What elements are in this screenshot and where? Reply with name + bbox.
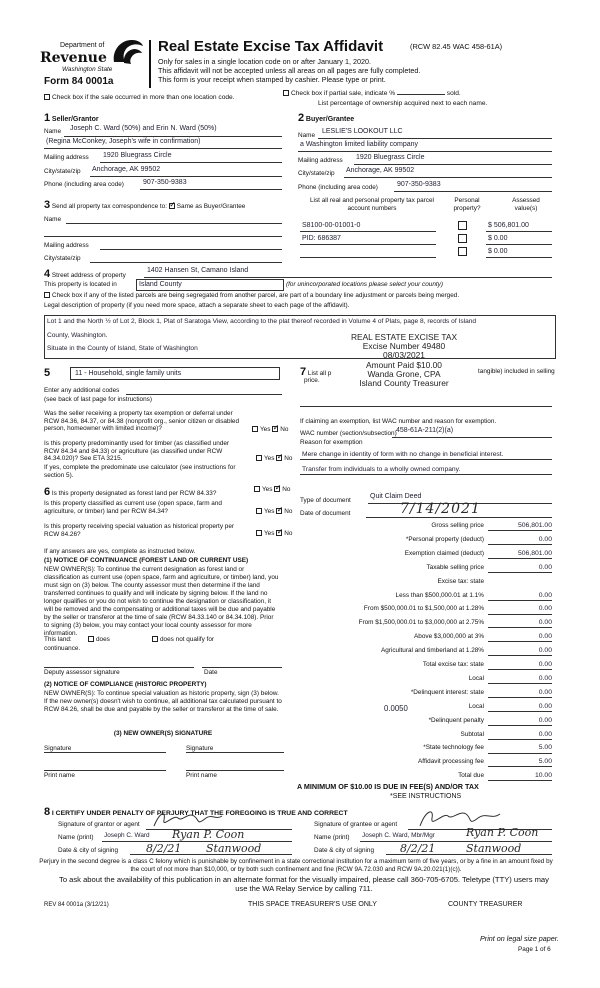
street-label: Street address of property	[51, 272, 126, 279]
forest-question-text: Is this property designated as forest land per RCW 84.33?	[51, 490, 217, 497]
tax-row-label: Affidavit processing fee	[418, 758, 484, 766]
tax-row-label: Excise tax: state	[437, 577, 484, 585]
does-label: does	[96, 636, 110, 643]
multi-location-label: Check box if the sale occurred in more than one location code.	[52, 94, 235, 101]
same-as-buyer-label: Same as Buyer/Grantee	[176, 203, 246, 210]
buyer-phone-label: Phone (including area code)	[298, 184, 378, 191]
no-checkbox[interactable]	[276, 530, 282, 536]
tax-row-label: Less than $500,000.01 at 1.1%	[395, 591, 484, 599]
header-line3: This form is your receipt when stamped by cashier. Please type or print.	[158, 75, 386, 84]
historic-question: Is this property receiving special valuation as historical property per RCW 84.26?	[44, 523, 235, 538]
buyer-name-2[interactable]: a Washington limited liability company	[300, 141, 419, 148]
tax-row-label: *Delinquent interest: state	[410, 688, 484, 696]
notice-2-text: NEW OWNER(S): To continue special valuation as historic property, sign (3) below. If the new owner(s) doesn't wish to continue, all additional tax calculated pursuant to RCW 84.26, shall be due and payable by the seller or transferor at the time of sale.	[44, 690, 282, 714]
section-7-number: 7	[300, 366, 307, 378]
tax-row-label: From $1,500,000.01 to $3,000,000 at 2.75%	[358, 619, 484, 627]
assessed-value-2[interactable]: $ 0.00	[488, 235, 508, 242]
yes-checkbox[interactable]	[256, 508, 262, 514]
seller-mailing[interactable]: 1920 Bluegrass Circle	[103, 152, 172, 159]
tax-row	[300, 689, 552, 700]
yes-checkbox[interactable]	[256, 530, 262, 536]
checkbox[interactable]	[44, 94, 50, 100]
does-not-check[interactable]	[152, 636, 214, 644]
tax-row-label: Above $3,000,000 at 3%	[414, 633, 484, 641]
seller-heading	[44, 112, 99, 125]
tax-row-value[interactable]: 0.00	[488, 605, 552, 614]
checkbox[interactable]	[152, 636, 158, 642]
stamp-line-2: Excise Number 49480	[362, 341, 446, 352]
grantor-name-handwritten[interactable]: Ryan P. Coon	[172, 828, 245, 841]
new-owner-print-label-1: Print name	[44, 772, 75, 779]
forest-question	[44, 486, 216, 499]
county-select[interactable]: Island County	[136, 279, 284, 291]
no-label: No	[280, 426, 289, 433]
section-5-number: 5	[44, 367, 51, 379]
grantor-date[interactable]: 8/2/21	[146, 842, 182, 855]
tax-row-value[interactable]: 0.00	[488, 564, 552, 573]
does-not-label: does not qualify for	[160, 636, 214, 643]
timber-if-yes: If yes, complete the predominate use calculator (see instructions for section 5).	[44, 464, 236, 479]
section-7-text-b: price.	[304, 377, 320, 384]
rcw-ref: (RCW 82.45 WAC 458-61A)	[410, 42, 503, 51]
doc-date-label: Date of document	[300, 510, 351, 517]
buyer-name[interactable]: LESLIE'S LOOKOUT LLC	[322, 128, 403, 135]
form-title: Real Estate Excise Tax Affidavit	[158, 38, 384, 55]
correspondence-heading	[44, 199, 245, 212]
tax-row	[300, 661, 552, 672]
alternate-format-notice: To ask about the availability of this publication in an alternate format for the visually impaired, please call 360-705-6705. Teletype (TTY) users may use the WA Relay Service by calling 711.	[59, 875, 549, 893]
buyer-heading	[298, 112, 354, 125]
tax-row	[300, 619, 552, 630]
tax-row-label: Exemption claimed (deduct)	[404, 549, 484, 557]
seller-name-2[interactable]: (Regina McConkey, Joseph's wife in confirmation)	[46, 138, 201, 145]
seller-phone[interactable]: 907-350-9383	[143, 179, 187, 186]
this-land-label: This land:	[44, 636, 72, 643]
grantee-city[interactable]: Stanwood	[466, 842, 522, 855]
buyer-mailing[interactable]: 1920 Bluegrass Circle	[356, 154, 425, 161]
current-use-yesno[interactable]	[256, 508, 292, 516]
seller-phone-label: Phone (including area code)	[44, 181, 124, 188]
section-7-text-a: List all p	[307, 370, 332, 377]
partial-sale-note: List percentage of ownership acquired next to each name.	[318, 100, 488, 107]
section-2-number: 2	[298, 112, 305, 124]
personal-property-checkbox-3[interactable]	[458, 247, 467, 259]
tax-row-value[interactable]: 506,801.00	[488, 522, 552, 531]
grantee-name-label: Name (print)	[314, 834, 350, 841]
header-line1: Only for sales in a single location code on or after January 1, 2020.	[158, 57, 371, 66]
tax-row	[300, 647, 552, 658]
tax-row-label: Local	[468, 702, 484, 710]
no-checkbox[interactable]	[272, 426, 278, 432]
dept-name: Revenue	[40, 50, 107, 66]
dor-logo	[110, 37, 144, 70]
doc-type-label: Type of document	[300, 497, 351, 504]
stamp-line-6: Island County Treasurer	[359, 378, 449, 389]
personal-property-checkbox-2[interactable]	[458, 234, 467, 246]
doc-type[interactable]: Quit Claim Deed	[370, 493, 422, 500]
wac-number[interactable]: 458-61A-211(2)(a)	[396, 427, 454, 434]
notice-3-title: (3) NEW OWNER(S) SIGNATURE	[113, 730, 213, 737]
segregated-check[interactable]	[44, 292, 459, 300]
legal-line-3: Situate in the County of Island, State of Washington	[47, 345, 198, 352]
street-address[interactable]: 1402 Hansen St, Camano Island	[147, 267, 249, 274]
tax-row-value[interactable]: 0.00	[488, 536, 552, 545]
tax-row-label: *Personal property (deduct)	[405, 535, 484, 543]
tax-row-value[interactable]: 0.00	[488, 592, 552, 601]
page-number: Page 1 of 6	[518, 946, 551, 953]
tax-row-value[interactable]: 0.00	[488, 661, 552, 670]
partial-sale-sold: sold.	[446, 90, 461, 97]
yes-checkbox[interactable]	[252, 426, 258, 432]
correspondence-text: Send all property tax correspondence to:	[51, 203, 168, 210]
legal-label: Legal description of property (if you need more space, attach a separate sheet to each page of the affidavit).	[44, 302, 350, 309]
no-label: No	[284, 455, 293, 462]
doc-date[interactable]: 7/14/2021	[400, 501, 481, 517]
tax-row-value[interactable]: 506,801.00	[488, 550, 552, 559]
grantee-signature-label: Signature of grantee or agent	[314, 821, 398, 828]
tax-row-value[interactable]: 0.00	[488, 731, 552, 740]
parcel-col-3: Assessed value(s)	[512, 197, 540, 212]
grantor-name-label: Name (print)	[58, 834, 94, 841]
seller-name[interactable]: Joseph C. Ward (50%) and Erin N. Ward (50%)	[70, 125, 217, 132]
tax-row	[300, 744, 552, 755]
tax-row	[300, 703, 552, 714]
header-line2: This affidavit will not be accepted unless all areas on all pages are fully completed.	[158, 66, 421, 75]
new-owner-print-label-2: Print name	[186, 772, 217, 779]
revision: REV 84 0001a (3/12/21)	[44, 902, 109, 908]
current-use-question: Is this property classified as current use (open space, farm and agriculture, or timber) land per RCW 84.34?	[44, 500, 222, 515]
tax-row-label: *Delinquent penalty	[428, 716, 484, 724]
section-1-number: 1	[44, 112, 51, 124]
parcel-number-1[interactable]: S8100-00-01001-0	[302, 222, 361, 229]
section-3-number: 3	[44, 199, 51, 211]
tax-row	[300, 550, 552, 561]
partial-sale-check[interactable]	[283, 90, 461, 98]
tax-row-label: Taxable selling price	[426, 563, 484, 571]
legal-paper-note: Print on legal size paper.	[480, 934, 559, 943]
tax-row-value[interactable]: 0.00	[488, 689, 552, 698]
deputy-date-label: Date	[204, 669, 218, 676]
tax-row-value[interactable]: 5.00	[488, 758, 552, 767]
reason-label: Reason for exemption	[300, 439, 363, 446]
tax-row-value[interactable]: 0.00	[488, 703, 552, 712]
timber-yesno[interactable]	[256, 455, 292, 463]
buyer-title: Buyer/Grantee	[305, 116, 355, 123]
no-label: No	[284, 508, 293, 515]
tax-row	[300, 731, 552, 742]
tax-row-label: Local	[468, 674, 484, 682]
yes-checkbox[interactable]	[254, 486, 260, 492]
same-as-buyer-checkbox[interactable]	[169, 203, 175, 209]
header-divider	[149, 40, 151, 88]
county-treasurer: COUNTY TREASURER	[448, 901, 523, 908]
does-check[interactable]	[88, 636, 110, 644]
grantee-name[interactable]: Joseph C. Ward, Mbr/Mgr	[362, 832, 435, 839]
seller-city[interactable]: Anchorage, AK 99502	[92, 166, 161, 173]
form-number: Form 84 0001a	[44, 76, 114, 87]
legal-line-2: County, Washington.	[47, 332, 108, 339]
multi-location-check[interactable]	[44, 94, 235, 102]
tax-row-value[interactable]: 0.00	[488, 647, 552, 656]
tax-row-label: Subtotal	[460, 730, 484, 738]
parcel-number-2[interactable]: PID: 686387	[302, 235, 341, 242]
segregated-label: Check box if any of the listed parcels are being segregated from another parcel, are part of a boundary line adjustment or parcels being merged.	[52, 292, 460, 299]
no-checkbox[interactable]	[276, 455, 282, 461]
tax-row-label: Gross selling price	[431, 522, 484, 529]
tax-row-label: Agricultural and timberland at 1.28%	[380, 647, 484, 655]
unincorporated-note: (for unincorporated locations please select your county)	[286, 281, 444, 288]
parcel-col-1: List all real and personal property tax parcel account numbers	[310, 197, 434, 212]
yes-label: Yes	[260, 426, 271, 433]
street-heading	[44, 268, 126, 281]
tax-row	[300, 536, 552, 547]
reason-line-2[interactable]: Transfer from individuals to a wholly owned company.	[302, 466, 461, 473]
reason-line-1[interactable]: Mere change in identity of form with no change in beneficial interest.	[302, 451, 504, 458]
no-checkbox[interactable]	[276, 508, 282, 514]
treasurer-use-only: THIS SPACE TREASURER'S USE ONLY	[248, 901, 377, 908]
see-instructions: *SEE INSTRUCTIONS	[390, 793, 462, 800]
tax-row	[300, 675, 552, 686]
buyer-city[interactable]: Anchorage, AK 99502	[346, 167, 415, 174]
legal-line-1: Lot 1 and the North ½ of Lot 2, Block 1, Plat of Saratoga View, according to the plat thereof recorded in Volume 4 of Plats, page 8, records of Island	[47, 318, 477, 325]
stamp-line-4: Amount Paid $10.00	[366, 359, 442, 370]
yes-checkbox[interactable]	[256, 455, 262, 461]
buyer-name-label: Name	[298, 132, 316, 139]
treasurer-stamp	[334, 333, 474, 388]
parcel-col-2: Personal property?	[453, 197, 481, 212]
exemption-question: Was the seller receiving a property tax exemption or deferral under RCW 84.36, 84.37, or 84.38 (nonprofit org., senior citizen or disabled person, homeowner with limited income)?	[44, 410, 240, 433]
buyer-phone[interactable]: 907-350-9383	[397, 181, 441, 188]
yes-label: Yes	[262, 486, 273, 493]
no-label: No	[282, 486, 291, 493]
section-6-number: 6	[44, 486, 51, 498]
grantee-date-city-label: Date & city of signing	[314, 847, 375, 854]
forest-yesno[interactable]	[254, 486, 290, 494]
minimum-due: A MINIMUM OF $10.00 IS DUE IN FEE(S) AND/OR TAX	[297, 782, 479, 791]
section-7-text-c: tangible) included in selling	[478, 368, 555, 375]
tax-row-label: Total due	[458, 772, 484, 780]
certify-text: I CERTIFY UNDER PENALTY OF PERJURY THAT THE FOREGOING IS TRUE AND CORRECT	[51, 810, 348, 817]
deputy-signature-label: Deputy assessor signature	[44, 669, 120, 676]
buyer-mailing-label: Mailing address	[298, 157, 343, 164]
stamp-line-1: REAL ESTATE EXCISE TAX	[334, 333, 474, 342]
perjury-notice: Perjury in the second degree is a class C felony which is punishable by confinement in a state correctional institution for a maximum term of five years, or by a fine in an amount fixed by the court of not more than $10,000, or by both such confinement and fine (RCW 9A.72.030 and RCW 9A.20.021(1)(c)).	[39, 858, 553, 873]
new-owner-signature-label-2: Signature	[186, 745, 214, 752]
checkbox[interactable]	[88, 636, 94, 642]
notice-2-title: (2) NOTICE OF COMPLIANCE (HISTORIC PROPERTY)	[44, 681, 207, 688]
partial-sale-label: Check box if partial sale, indicate %	[291, 90, 396, 97]
notice-1-title: (1) NOTICE OF CONTINUANCE (FOREST LAND OR CURRENT USE)	[44, 557, 249, 564]
tax-row	[300, 592, 552, 603]
grantor-signature-label: Signature of grantor or agent	[58, 821, 140, 828]
legal-description-box[interactable]	[44, 315, 556, 359]
personal-property-checkbox-1[interactable]	[458, 221, 467, 233]
no-checkbox[interactable]	[274, 486, 280, 492]
located-label: This property is located in	[44, 281, 117, 288]
grantor-date-city-label: Date & city of signing	[58, 847, 119, 854]
tax-row-label: Total excise tax: state	[422, 661, 484, 668]
corr-mailing-label: Mailing address	[44, 242, 89, 249]
section-8-number: 8	[44, 806, 51, 818]
if-yes-note: If any answers are yes, complete as instructed below.	[44, 548, 196, 555]
assessed-value-3[interactable]: $ 0.00	[488, 248, 508, 255]
corr-city-label: City/state/zip	[44, 255, 81, 262]
section-4-number: 4	[44, 268, 51, 280]
historic-yesno[interactable]	[256, 530, 292, 538]
yes-label: Yes	[264, 508, 275, 515]
tax-row-label: *State technology fee	[423, 744, 484, 752]
tax-row-value[interactable]: 0.00	[488, 675, 552, 684]
use-code-select[interactable]: 11 - Household, single family units	[70, 367, 280, 380]
yes-label: Yes	[264, 530, 275, 537]
grantor-city[interactable]: Stanwood	[206, 842, 262, 855]
additional-codes-label: Enter any additional codes	[44, 387, 120, 394]
tax-row-label: From $500,000.01 to $1,500,000 at 1.28%	[363, 605, 484, 613]
wac-label: WAC number (section/subsection)	[300, 430, 397, 437]
tax-row	[300, 758, 552, 769]
exemption-claim-question: If claiming an exemption, list WAC number and reason for exemption.	[300, 418, 497, 425]
seller-name-label: Name	[44, 128, 62, 135]
dept-line: Department of	[60, 42, 105, 49]
exemption-yesno[interactable]	[252, 426, 288, 434]
checkbox[interactable]	[283, 90, 289, 96]
no-label: No	[284, 530, 293, 537]
local-rate[interactable]: 0.0050	[384, 704, 408, 713]
stamp-line-5: Wanda Grone, CPA	[367, 368, 441, 379]
grantee-name-handwritten[interactable]: Ryan P. Coon	[466, 826, 539, 839]
seller-title: Seller/Grantor	[51, 116, 99, 123]
see-back-note: (see back of last page for instructions)	[44, 396, 152, 403]
state-label: Washington State	[62, 66, 113, 73]
grantee-date[interactable]: 8/2/21	[400, 842, 436, 855]
tax-row-value[interactable]: 5.00	[488, 744, 552, 753]
tax-row	[300, 717, 552, 728]
notice-1-text: NEW OWNER(S): To continue the current designation as forest land or classification as current use (open space, farm and agriculture, or timber) land, you must sign on (3) below. The county assessor must then determine if the land transferred continues to qualify and will indicate by signing below. If the land no longer qualifies or you do not wish to continue the designation or classification, it will be removed and the compensating or additional taxes will be due and payable by the seller or transferor at the time of sale (RCW 84.33.140 or 84.34.108). Prior to signing (3) below, you may contact your local county assessor for more information.	[44, 566, 279, 638]
seller-city-label: City/state/zip	[44, 168, 81, 175]
tax-row	[300, 633, 552, 644]
tax-row-value[interactable]: 0.00	[488, 633, 552, 642]
seller-mailing-label: Mailing address	[44, 154, 89, 161]
tax-row-value[interactable]: 10.00	[488, 772, 552, 781]
stamp-line-3: 08/03/2021	[383, 350, 425, 361]
grantor-name[interactable]: Joseph C. Ward	[104, 832, 150, 839]
continuance-label: continuance.	[44, 645, 81, 652]
tax-row-value[interactable]: 0.00	[488, 717, 552, 726]
corr-name-label: Name	[44, 216, 62, 223]
checkbox[interactable]	[44, 292, 50, 298]
buyer-city-label: City/state/zip	[298, 170, 335, 177]
tax-row	[300, 564, 552, 575]
new-owner-signature-label-1: Signature	[44, 745, 72, 752]
tax-row	[300, 578, 552, 589]
tax-row	[300, 522, 552, 533]
tax-row-value[interactable]: 0.00	[488, 619, 552, 628]
assessed-value-1[interactable]: $ 506,801.00	[488, 222, 529, 229]
yes-label: Yes	[264, 455, 275, 462]
timber-question: Is this property predominantly used for timber (as classified under RCW 84.34 and 84.33) or agriculture (as classified under RCW 84.34.020)? See ETA 3215.	[44, 440, 230, 463]
tax-row	[300, 605, 552, 616]
